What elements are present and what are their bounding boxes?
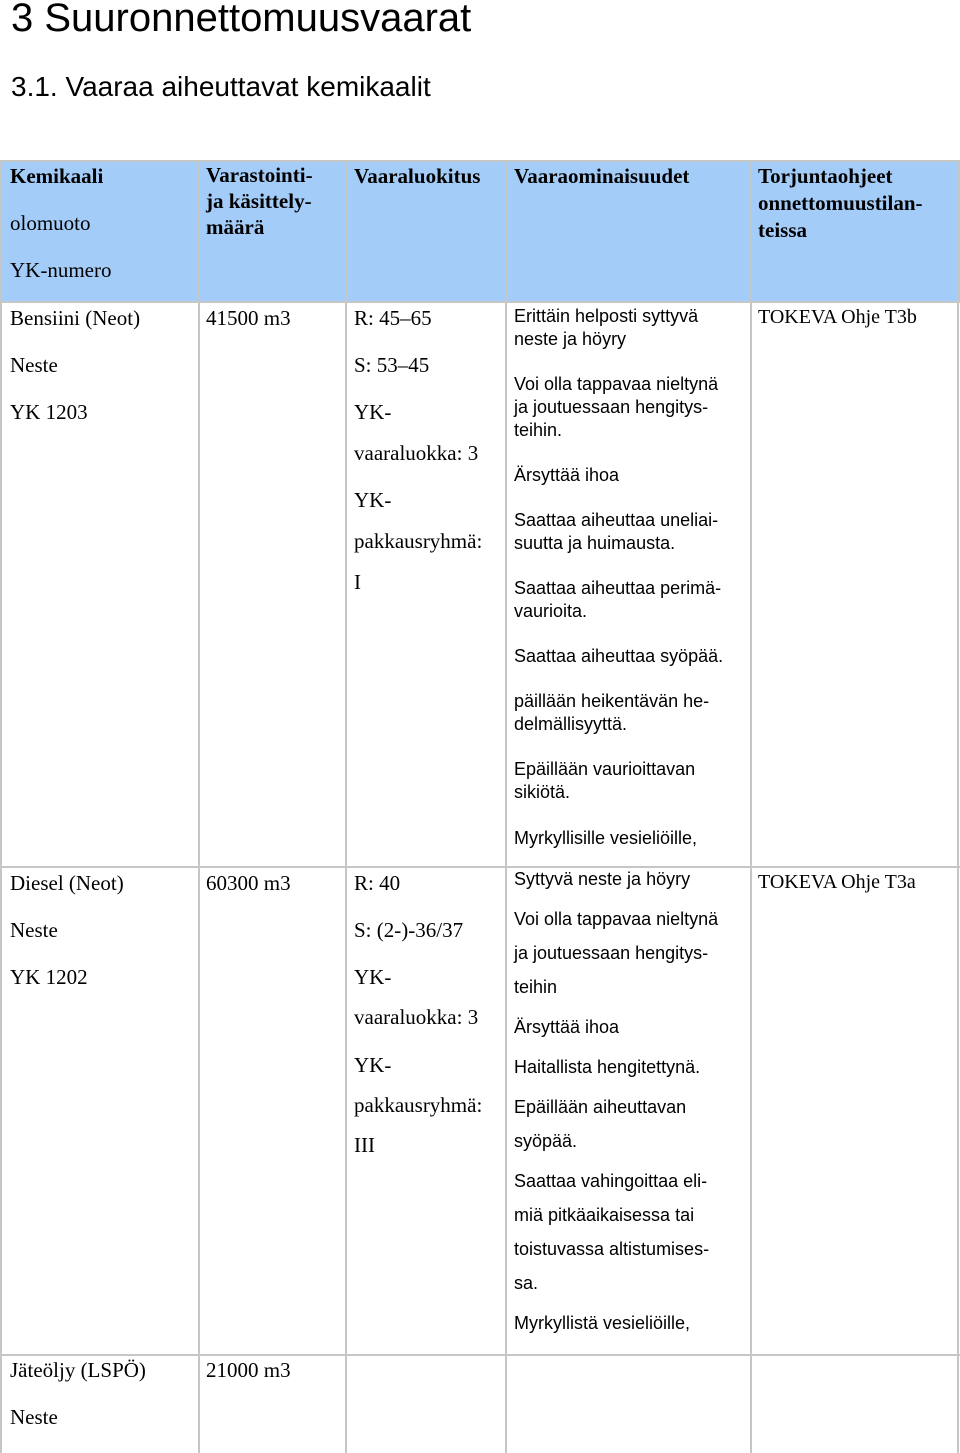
grid-line	[505, 160, 507, 1453]
row3-chemical-name: Jäteöljy (LSPÖ)	[10, 1358, 146, 1382]
grid-line	[0, 1354, 960, 1356]
row1-hazard-9: Myrkyllisille vesieliöille,	[514, 828, 698, 848]
row2-r-phrases: R: 40	[354, 871, 401, 895]
row2-quantity: 60300 m3	[206, 871, 291, 895]
row1-packing-group: pakkausryhmä:	[354, 529, 483, 553]
row2-un-class-value: vaaraluokka: 3	[354, 1005, 479, 1029]
row1-hazard-3: Ärsyttää ihoa	[514, 465, 620, 485]
header-chemical: Kemikaali	[10, 164, 104, 188]
row1-un-class-label: YK-	[354, 400, 392, 424]
row1-hazard-8: Epäillään vaurioittavan sikiötä.	[514, 759, 696, 802]
grid-line	[957, 160, 959, 1453]
row1-un-class-value: vaaraluokka: 3	[354, 441, 479, 465]
row1-s-phrases: S: 53–45	[354, 353, 430, 377]
grid-line	[0, 301, 960, 303]
header-un-number: YK-numero	[10, 258, 112, 282]
row1-quantity: 41500 m3	[206, 306, 291, 330]
grid-line	[0, 160, 2, 1453]
row2-packing-value: III	[354, 1133, 375, 1157]
header-classification: Vaaraluokitus	[354, 164, 481, 188]
row2-packing-group: pakkausryhmä:	[354, 1093, 483, 1117]
row1-r-phrases: R: 45–65	[354, 306, 432, 330]
grid-line	[0, 160, 960, 162]
row2-chemical-name: Diesel (Neot)	[10, 871, 124, 895]
row2-un-class-label: YK-	[354, 965, 392, 989]
row1-hazard-5: Saattaa aiheuttaa perimä- vaurioita.	[514, 578, 722, 621]
grid-line	[198, 160, 200, 1453]
row2-s-phrases: S: (2-)-36/37	[354, 918, 464, 942]
page-heading: 3 Suuronnettomuusvaarat	[11, 0, 472, 40]
chemicals-table: Kemikaali olomuoto YK-numero Varastointi- ja käsittely- määrä Vaaraluokitus Vaaraominaisuudet Torjuntaohjeet onnettomuustilan- teissa Bensiini (Neot) Neste YK 1203 41500 m3 R: 45–65 S: 53–45 YK- vaaraluokka: 3 YK- pakkausryhmä: I Erittäin helposti syttyvä neste ja höyry Voi olla tappavaa nieltynä ja joutuessaan hengitys- teihin. Ärsyttää ihoa Saattaa aiheuttaa uneliai- suutta ja huimausta. Saattaa aiheuttaa perimä- vaurioita. Saattaa aiheuttaa syöpää. päillään heikentävän he- delmällisyyttä. Epäillään vaurioittavan sikiötä. Myrkyllisille vesieliöille, TOKEVA Ohje T3b Diesel (Neot) Neste YK 1202 60300 m3 R: 40 S: (2-)-36/37 YK- vaaraluokka: 3 YK- pakkausryhmä: III Syttyvä neste ja höyry Voi olla tappavaa nieltynä ja joutuessaan hengitys- teihin Ärsyttää ihoa Haitallista hengitettynä. Epäillään aiheuttavan syöpää. Saattaa vahingoittaa eli- miä pitkäaikaisessa tai toistuvassa altistumises- sa. Myrkyllistä vesieliöille, TOKEVA Ohje T3a Jäteöljy (LSPÖ) Neste 21000 m3	[0, 160, 960, 1453]
grid-line	[345, 160, 347, 1453]
row1-hazard-1: Erittäin helposti syttyvä neste ja höyry	[514, 306, 699, 349]
grid-line	[750, 160, 752, 1453]
row1-state: Neste	[10, 353, 58, 377]
grid-line	[0, 866, 960, 868]
row2-packing-label: YK-	[354, 1053, 392, 1077]
row1-hazard-6: Saattaa aiheuttaa syöpää.	[514, 646, 724, 666]
header-state: olomuoto	[10, 211, 91, 235]
row3-state: Neste	[10, 1405, 58, 1429]
row1-response-instruction: TOKEVA Ohje T3b	[758, 306, 917, 328]
row1-packing-value: I	[354, 570, 361, 594]
row3-quantity: 21000 m3	[206, 1358, 291, 1382]
row1-packing-label: YK-	[354, 488, 392, 512]
row1-chemical-name: Bensiini (Neot)	[10, 306, 141, 330]
row1-hazard-4: Saattaa aiheuttaa uneliai- suutta ja huimausta.	[514, 510, 719, 553]
header-quantity: Varastointi- ja käsittely- määrä	[206, 163, 313, 239]
row1-hazard-7: päillään heikentävän he- delmällisyyttä.	[514, 691, 710, 734]
section-heading: 3.1. Vaaraa aiheuttavat kemikaalit	[11, 71, 431, 102]
row1-un-number: YK 1203	[10, 400, 88, 424]
header-hazard-properties: Vaaraominaisuudet	[514, 164, 690, 188]
row2-response-instruction: TOKEVA Ohje T3a	[758, 871, 916, 893]
row2-state: Neste	[10, 918, 58, 942]
header-response-instructions: Torjuntaohjeet onnettomuustilan- teissa	[758, 164, 923, 242]
row1-hazard-2: Voi olla tappavaa nieltynä ja joutuessaan hengitys- teihin.	[514, 374, 719, 440]
row2-un-number: YK 1202	[10, 965, 88, 989]
